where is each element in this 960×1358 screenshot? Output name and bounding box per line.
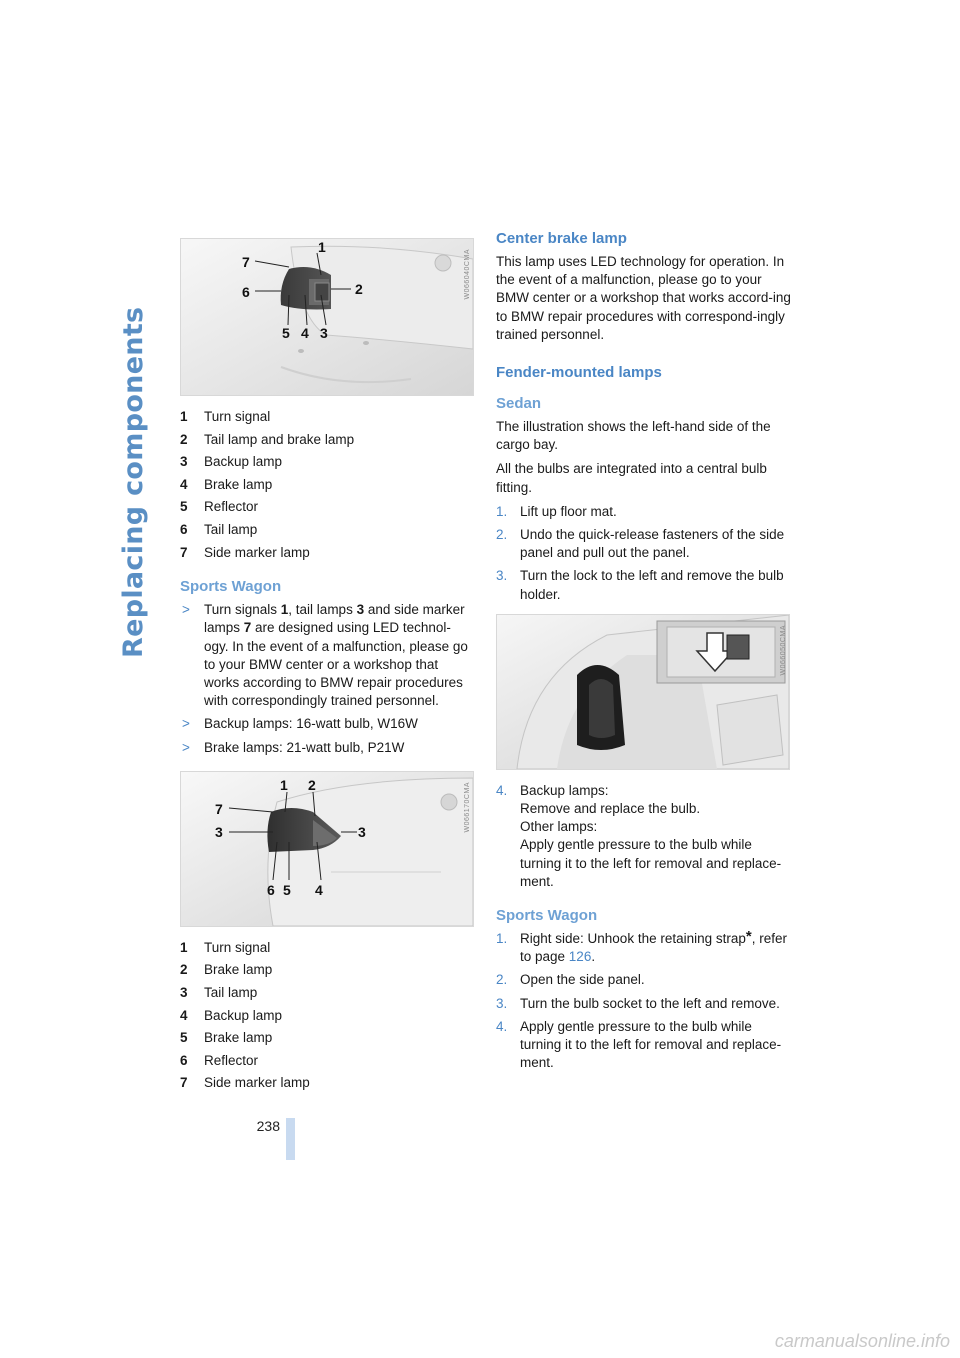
legend-item: 5 Brake lamp xyxy=(180,1030,273,1046)
figure-code: W066170CMA xyxy=(464,781,471,833)
figure-wagon-tail-lamp xyxy=(180,771,474,927)
legend-item: 3 Backup lamp xyxy=(180,454,283,470)
legend-item: 7 Side marker lamp xyxy=(180,544,310,560)
step-item: 3. Turn the bulb socket to the left and remove. xyxy=(496,995,780,1011)
legend-item: 6 Tail lamp xyxy=(180,521,258,537)
fig2-callout-4: 4 xyxy=(315,881,323,898)
center-brake-heading: Center brake lamp xyxy=(496,230,627,247)
step-item: 2. Undo the quick-release fasteners of the side panel and pull out the panel. xyxy=(496,527,785,561)
watermark: carmanualsonline.info xyxy=(774,1331,950,1351)
fig1-callout-7: 7 xyxy=(242,254,250,270)
step-item: 1. Lift up floor mat. xyxy=(496,503,617,519)
figure-code: W066040CMA xyxy=(464,249,471,300)
section-title: Replacing components xyxy=(118,306,149,658)
step-item: 1. Right side: Unhook the retaining strap*, refer to page 126. xyxy=(496,928,787,965)
step-item: 4. Backup lamps: Remove and replace the bulb. Other lamps: Apply gentle pressure to the bulb while turning it to the left for removal and replace-ment. xyxy=(496,782,782,889)
sedan-tail-lamp-illustration xyxy=(181,239,473,395)
legend-item: 6 Reflector xyxy=(180,1052,259,1068)
legend-wagon xyxy=(180,937,474,1095)
right-column xyxy=(496,230,792,1077)
left-column xyxy=(180,238,474,1095)
cargo-bay-illustration xyxy=(497,615,789,769)
figure-sedan-tail-lamp xyxy=(180,238,474,396)
fig2-callout-3-right: 3 xyxy=(358,823,366,840)
fig1-callout-6: 6 xyxy=(242,284,250,300)
fig2-callout-2: 2 xyxy=(308,776,316,793)
bullet-brake-lamps: > Brake lamps: 21-watt bulb, P21W xyxy=(182,739,405,755)
page-number-bar xyxy=(286,1118,295,1160)
wagon-fender-heading: Sports Wagon xyxy=(496,907,598,925)
figure-code: W066050CMA xyxy=(780,624,787,676)
legend-item: 1 Turn signal xyxy=(180,409,271,424)
bullet-led: > Turn signals 1, tail lamps 3 and side marker lamps 7 are designed using LED technol-ogy. In the event of a malfunction, please go to your BMW center or a workshop that works according to BMW repair procedures with correspondingly trained personnel. xyxy=(182,602,468,709)
sedan-steps xyxy=(496,503,792,604)
sports-wagon-bullets xyxy=(180,601,474,757)
fig1-callout-5: 5 xyxy=(282,325,290,341)
fender-lamps-heading: Fender-mounted lamps xyxy=(496,364,662,382)
legend-item: 5 Reflector xyxy=(180,499,259,515)
wagon-tail-lamp-illustration xyxy=(181,772,473,926)
center-brake-body: This lamp uses LED technology for operation. In the event of a malfunction, please go to your BMW center or a workshop that works accord-ing to BMW repair procedures with correspond-ingly trained personnel. xyxy=(496,254,791,342)
legend-item: 2 Brake lamp xyxy=(180,962,273,978)
legend-item: 3 Tail lamp xyxy=(180,984,258,1000)
legend-item: 1 Turn signal xyxy=(180,939,271,955)
page-ref-link[interactable]: 126 xyxy=(568,949,592,965)
sports-wagon-heading: Sports Wagon xyxy=(180,578,282,596)
step-item: 3. Turn the lock to the left and remove the bulb holder. xyxy=(496,568,784,602)
sedan-bulb-fitting: All the bulbs are integrated into a central bulb fitting. xyxy=(496,461,767,495)
fig1-callout-3: 3 xyxy=(320,325,328,341)
legend-item: 4 Brake lamp xyxy=(180,476,273,492)
sedan-intro: The illustration shows the left-hand side of the cargo bay. xyxy=(496,419,771,453)
fig1-callout-4: 4 xyxy=(301,325,309,341)
fig2-callout-6: 6 xyxy=(267,881,275,898)
legend-item: 2 Tail lamp and brake lamp xyxy=(180,431,355,447)
sedan-step-4 xyxy=(496,782,792,891)
fig2-callout-1: 1 xyxy=(280,776,288,793)
fig1-callout-2: 2 xyxy=(355,281,363,297)
legend-item: 4 Backup lamp xyxy=(180,1007,283,1023)
wagon-steps xyxy=(496,930,792,1072)
fig2-callout-7: 7 xyxy=(215,800,223,817)
figure-cargo-bay xyxy=(496,614,790,770)
sedan-heading: Sedan xyxy=(496,395,542,413)
step-item: 2. Open the side panel. xyxy=(496,972,645,988)
page-number: 238 xyxy=(256,1118,280,1134)
fig1-callout-1: 1 xyxy=(318,239,326,255)
bullet-backup-lamps: > Backup lamps: 16-watt bulb, W16W xyxy=(182,716,418,732)
legend-sedan xyxy=(180,406,474,564)
step-item: 4. Apply gentle pressure to the bulb while turning it to the left for removal and replace-ment. xyxy=(496,1018,782,1071)
fig2-callout-3-left: 3 xyxy=(215,823,223,840)
fig2-callout-5: 5 xyxy=(283,881,291,898)
legend-item: 7 Side marker lamp xyxy=(180,1075,310,1091)
